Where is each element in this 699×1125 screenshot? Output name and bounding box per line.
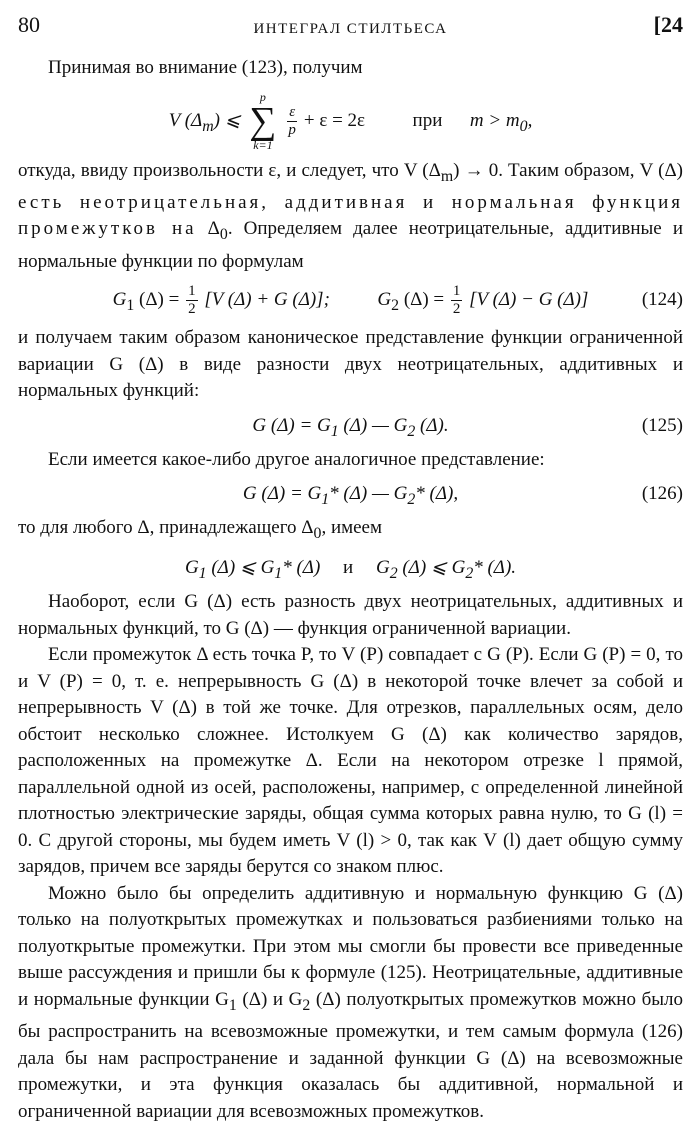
formula-when: при: [412, 109, 443, 131]
equation-number-125: (125): [641, 414, 683, 436]
fraction-eps-over-p: $\frac{\varepsilon}{p}$: [288, 103, 296, 138]
paragraph-half-open: Можно было бы определить аддитивную и нормальную функцию G (Δ) только на полуоткрытых промежутках и пользоваться разбиениями только на полуоткрытые промежутки. При этом мы смогли бы провести все приведенные выше рассуждения и пришли бы к формуле (125). Неотрицательные, аддитивные и нормальные функции $G_1$ (Δ) и $G_2$ (Δ) полуоткрытых промежутков можно было бы распространить на всевозможные промежутки, и тем самым формула (126) дала бы нам распространение и заданной функции G (Δ) на всевозможные промежутки, и эта функция оказалась бы аддитивной, нормальной и ограниченной вариации для всевозможных промежутков.: [18, 882, 683, 1122]
running-head: ИНТЕГРАЛ СТИЛТЬЕСА: [253, 21, 448, 37]
paragraph-canonical: и получаем таким образом каноническое представление функции ограниченной вариации G (Δ) в виде разности двух неотрицательных, аддитивных и нормальных функций:: [18, 327, 683, 402]
formula-inequalities: $G_1$ (Δ) ⩽ $G_1*$ (Δ) и $G_2$ (Δ) ⩽ $G_2*$ (Δ).: [184, 557, 517, 583]
formula-rest: + ε = 2ε: [303, 109, 366, 131]
paragraph-conversely: Наоборот, если G (Δ) есть разность двух неотрицательных, аддитивных и нормальных функций, то G (Δ) — функция ограниченной вариации.: [18, 591, 683, 639]
equation-number-126: (126): [641, 483, 683, 505]
formula-125: G $(\Delta) = G_1$ (Δ) — $G_2$ (Δ). (125): [18, 409, 683, 443]
formula-124: $G_1$ (Δ) = $\frac{1}{2}$ [V (Δ) + G (Δ)]; $G_2$ (Δ) = $\frac{1}{2}$ [V (Δ) − G (Δ)] (124): [18, 279, 683, 321]
formula-sum-estimate: [18, 86, 683, 156]
formula-condition: $m > m_0$,: [469, 109, 533, 135]
section-marker: [24: [653, 12, 683, 37]
paragraph-intro: Принимая во внимание (123), получим: [48, 57, 363, 78]
spaced-emphasis: есть неотрицательная, аддитивная и нормальная функция промежутков на: [18, 191, 683, 240]
paragraph-other-representation: Если имеется какое-либо другое аналогичное представление:: [48, 448, 545, 470]
fraction-half: $\frac{1}{2}$: [188, 283, 196, 318]
equation-number-124: (124): [641, 289, 683, 311]
paragraph-definition: откуда, ввиду произвольности ε, и следует, что V $(\Delta_m) \to 0$. Таким образом, V (Δ) есть неотрицательная, аддитивная и нормальная функция промежутков на $\Delta_0$. Определяем далее неотрицательные, аддитивные и нормальные функции по формулам: [18, 159, 683, 272]
paragraph-for-any: то для любого Δ, принадлежащего $\Delta_0$, имеем: [18, 517, 383, 542]
formula-126: G $(\Delta) = G_1*$ (Δ) — $G_2*$ (Δ), (126): [18, 477, 683, 511]
sum-operator: p ∑ k=1: [249, 90, 277, 153]
paragraph-point-interval: Если промежуток Δ есть точка P, то V (P) совпадает с G (P). Если G (P) = 0, то и V (P) = 0, т. е. непрерывность G (Δ) в некоторой точке влечет за собой и непрерывность V (Δ) в той же точке. Для отрезков, параллельных осям, дело обстоит несколько сложнее. Истолкуем G (Δ) как количество зарядов, расположенных на промежутке Δ. Если на некотором отрезке l прямой, параллельной одной из осей, расположены, например, с определенной линейной плотностью электрические заряды, общая сумма которых равна нулю, то G (l) = 0. С другой стороны, мы будем иметь V (l) > 0, так как V (l) дает общую сумму зарядов, причем все заряды берутся со знаком плюс.: [18, 644, 683, 878]
formula-lhs: V $(\Delta_m)$ ⩽: [168, 109, 241, 135]
fraction-half-2: $\frac{1}{2}$: [452, 283, 461, 318]
page-number: 80: [18, 12, 40, 37]
body-text: [18, 55, 683, 1125]
page-header: [18, 12, 683, 40]
